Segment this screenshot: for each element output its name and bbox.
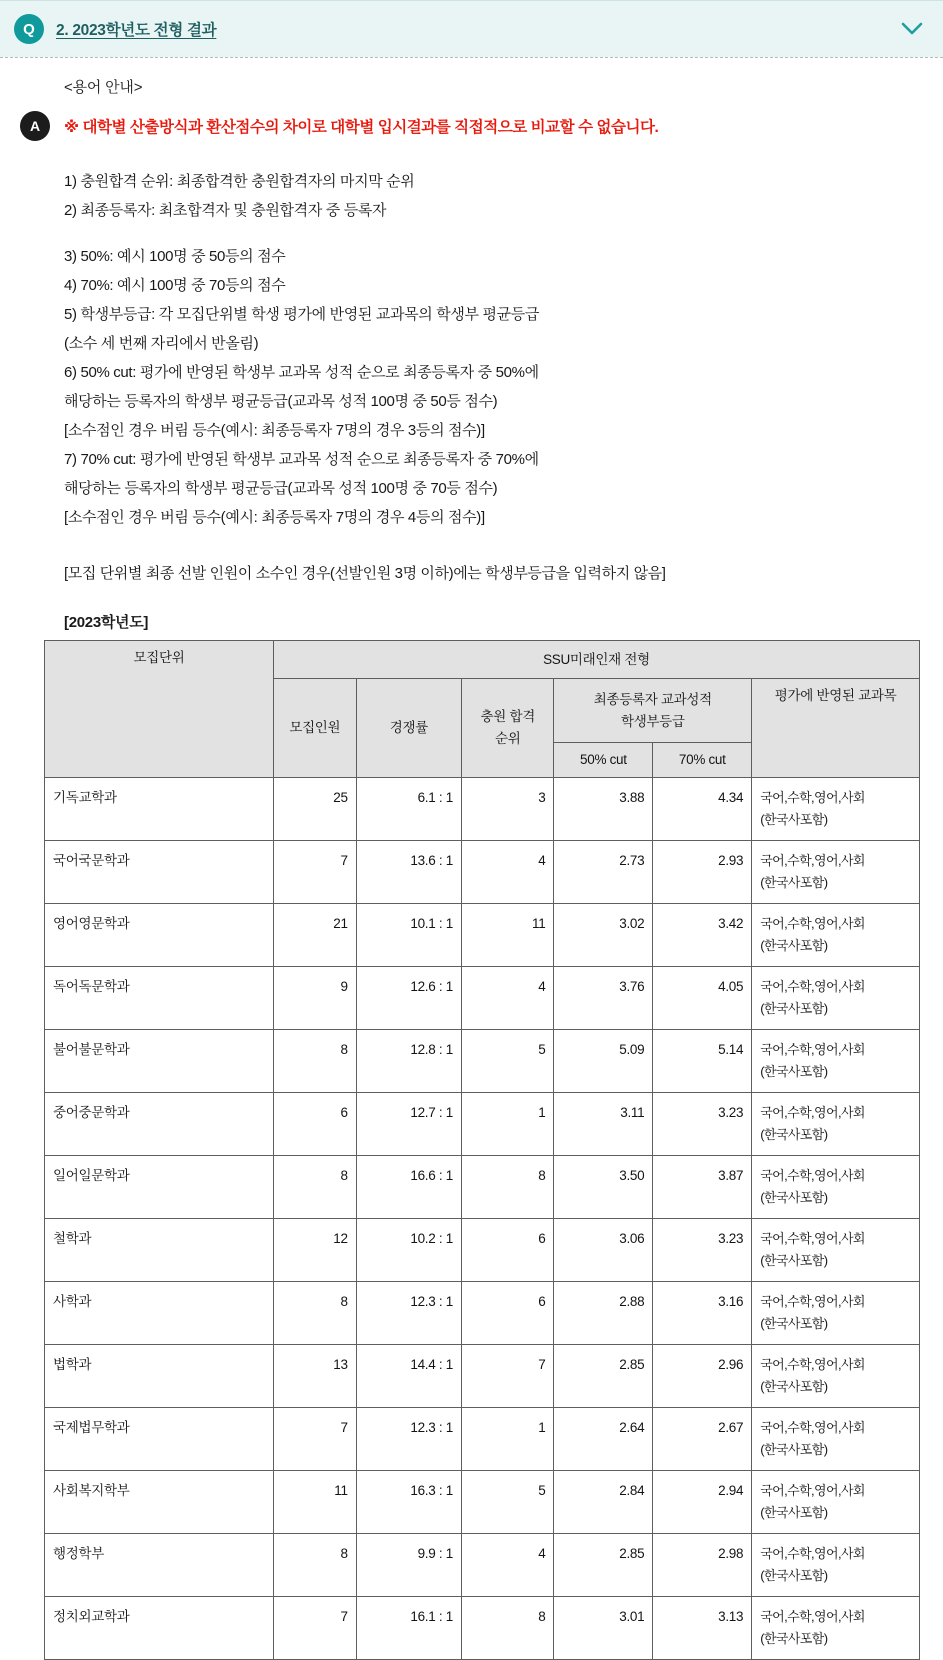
cell-subject [752, 1471, 920, 1534]
cell-subject [752, 1093, 920, 1156]
chevron-down-icon[interactable] [899, 16, 925, 42]
table-row [45, 1408, 920, 1471]
subject-line2: (한국사포함) [760, 1190, 828, 1205]
cell-quota: 6 [273, 1093, 356, 1156]
cell-cut50: 5.09 [554, 1030, 653, 1093]
cell-unit: 일어일문학과 [45, 1156, 274, 1219]
cell-subject [752, 1408, 920, 1471]
cell-waitlist-rank: 6 [462, 1282, 554, 1345]
subject-line2: (한국사포함) [760, 1442, 828, 1457]
table-row [45, 1597, 920, 1660]
cell-ratio: 12.3 : 1 [356, 1408, 461, 1471]
th-waitlist-line2: 순위 [494, 731, 521, 746]
subject-line2: (한국사포함) [760, 1379, 828, 1394]
cell-cut50: 2.84 [554, 1471, 653, 1534]
cell-cut70: 3.23 [653, 1093, 752, 1156]
answer-body [0, 58, 943, 632]
term-guide-heading: <용어 안내> [64, 79, 143, 96]
cell-quota: 21 [273, 904, 356, 967]
cell-quota: 9 [273, 967, 356, 1030]
definition-item: 4) 70%: 예시 100명 중 70등의 점수 [64, 277, 286, 294]
th-subject: 평가에 반영된 교과목 [752, 679, 920, 778]
cell-waitlist-rank: 3 [462, 778, 554, 841]
table-head [45, 641, 920, 778]
cell-subject [752, 1156, 920, 1219]
cell-cut50: 3.06 [554, 1219, 653, 1282]
cell-unit: 사회복지학부 [45, 1471, 274, 1534]
cell-waitlist-rank: 1 [462, 1093, 554, 1156]
table-row [45, 1534, 920, 1597]
cell-unit: 독어독문학과 [45, 967, 274, 1030]
subject-line1: 국어,수학,영어,사회 [760, 853, 865, 868]
cell-unit: 기독교학과 [45, 778, 274, 841]
definition-item: 해당하는 등록자의 학생부 평균등급(교과목 성적 100명 중 70등 점수) [64, 480, 498, 497]
cell-cut50: 3.11 [554, 1093, 653, 1156]
header-row-1 [45, 641, 920, 679]
cell-waitlist-rank: 11 [462, 904, 554, 967]
definition-item: 6) 50% cut: 평가에 반영된 학생부 교과목 성적 순으로 최종등록자 중 50%에 [64, 364, 539, 381]
th-group: SSU미래인재 전형 [273, 641, 919, 679]
cell-waitlist-rank: 8 [462, 1597, 554, 1660]
cell-waitlist-rank: 7 [462, 1345, 554, 1408]
th-grade-line1: 최종등록자 교과성적 [593, 691, 712, 707]
subject-line2: (한국사포함) [760, 1568, 828, 1583]
cell-subject [752, 1345, 920, 1408]
table-row [45, 841, 920, 904]
cell-ratio: 12.8 : 1 [356, 1030, 461, 1093]
table-row [45, 1156, 920, 1219]
th-cut50: 50% cut [554, 743, 653, 778]
notice-row [20, 111, 923, 141]
accordion-title[interactable]: 2. 2023학년도 전형 결과 [56, 22, 217, 39]
table-row [45, 1219, 920, 1282]
notice-text: ※ 대학별 산출방식과 환산점수의 차이로 대학별 입시결과를 직접적으로 비교할 수 없습니다. [64, 119, 659, 136]
cell-cut70: 2.94 [653, 1471, 752, 1534]
definition-item: 2) 최종등록자: 최초합격자 및 충원합격자 중 등록자 [64, 202, 387, 219]
cell-cut70: 3.23 [653, 1219, 752, 1282]
cell-cut50: 2.73 [554, 841, 653, 904]
cell-cut50: 3.50 [554, 1156, 653, 1219]
cell-cut70: 2.93 [653, 841, 752, 904]
cell-ratio: 10.2 : 1 [356, 1219, 461, 1282]
answer-badge: A [20, 111, 50, 141]
cell-unit: 행정학부 [45, 1534, 274, 1597]
subject-line1: 국어,수학,영어,사회 [760, 1357, 865, 1372]
cell-subject [752, 1030, 920, 1093]
cell-subject [752, 967, 920, 1030]
cell-waitlist-rank: 1 [462, 1408, 554, 1471]
cell-subject [752, 1219, 920, 1282]
subject-line2: (한국사포함) [760, 1505, 828, 1520]
cell-unit: 불어불문학과 [45, 1030, 274, 1093]
cell-cut50: 2.85 [554, 1534, 653, 1597]
cell-waitlist-rank: 5 [462, 1471, 554, 1534]
question-badge: Q [14, 14, 44, 44]
cell-ratio: 16.1 : 1 [356, 1597, 461, 1660]
cell-unit: 사학과 [45, 1282, 274, 1345]
cell-cut50: 2.85 [554, 1345, 653, 1408]
th-waitlist-line1: 충원 합격 [480, 709, 535, 724]
table-row [45, 1282, 920, 1345]
cell-cut70: 3.87 [653, 1156, 752, 1219]
definition-item: [소수점인 경우 버림 등수(예시: 최종등록자 7명의 경우 3등의 점수)] [64, 422, 485, 439]
cell-subject [752, 1534, 920, 1597]
cell-ratio: 16.6 : 1 [356, 1156, 461, 1219]
cell-cut70: 3.13 [653, 1597, 752, 1660]
cell-cut70: 2.98 [653, 1534, 752, 1597]
definitions-list [64, 167, 923, 532]
accordion-header[interactable] [0, 0, 943, 57]
cell-ratio: 16.3 : 1 [356, 1471, 461, 1534]
cell-ratio: 9.9 : 1 [356, 1534, 461, 1597]
cell-cut70: 2.67 [653, 1408, 752, 1471]
definition-item: 1) 충원합격 순위: 최종합격한 충원합격자의 마지막 순위 [64, 173, 415, 190]
cell-quota: 12 [273, 1219, 356, 1282]
cell-subject [752, 1282, 920, 1345]
cell-quota: 7 [273, 841, 356, 904]
th-ratio: 경쟁률 [356, 679, 461, 778]
th-cut70: 70% cut [653, 743, 752, 778]
cell-quota: 8 [273, 1156, 356, 1219]
cell-waitlist-rank: 4 [462, 1534, 554, 1597]
subject-line2: (한국사포함) [760, 1001, 828, 1016]
cell-unit: 정치외교학과 [45, 1597, 274, 1660]
cell-quota: 13 [273, 1345, 356, 1408]
results-table-wrapper [0, 640, 943, 1660]
cell-ratio: 14.4 : 1 [356, 1345, 461, 1408]
subject-line1: 국어,수학,영어,사회 [760, 979, 865, 994]
subject-line2: (한국사포함) [760, 875, 828, 890]
cell-ratio: 6.1 : 1 [356, 778, 461, 841]
subject-line2: (한국사포함) [760, 812, 828, 827]
subject-line1: 국어,수학,영어,사회 [760, 1420, 865, 1435]
cell-ratio: 12.6 : 1 [356, 967, 461, 1030]
cell-ratio: 13.6 : 1 [356, 841, 461, 904]
cell-cut50: 3.01 [554, 1597, 653, 1660]
cell-cut50: 3.88 [554, 778, 653, 841]
table-row [45, 778, 920, 841]
table-row [45, 1345, 920, 1408]
th-waitlist-rank [462, 679, 554, 778]
cell-cut70: 3.16 [653, 1282, 752, 1345]
cell-cut70: 4.34 [653, 778, 752, 841]
definition-item: [소수점인 경우 버림 등수(예시: 최종등록자 7명의 경우 4등의 점수)] [64, 509, 485, 526]
th-unit: 모집단위 [45, 641, 274, 778]
cell-waitlist-rank: 8 [462, 1156, 554, 1219]
th-grade-line2: 학생부등급 [620, 713, 685, 729]
cell-cut70: 4.05 [653, 967, 752, 1030]
cell-ratio: 12.3 : 1 [356, 1282, 461, 1345]
subject-line1: 국어,수학,영어,사회 [760, 1105, 865, 1120]
spacer [64, 225, 923, 242]
cell-cut70: 3.42 [653, 904, 752, 967]
cell-waitlist-rank: 4 [462, 841, 554, 904]
cell-waitlist-rank: 6 [462, 1219, 554, 1282]
cell-unit: 법학과 [45, 1345, 274, 1408]
cell-subject [752, 1597, 920, 1660]
cell-cut70: 2.96 [653, 1345, 752, 1408]
table-body [45, 778, 920, 1660]
cell-subject [752, 778, 920, 841]
table-caption: [2023학년도] [64, 614, 149, 631]
cell-quota: 7 [273, 1597, 356, 1660]
subject-line2: (한국사포함) [760, 1316, 828, 1331]
subject-line2: (한국사포함) [760, 1631, 828, 1646]
definition-item: 7) 70% cut: 평가에 반영된 학생부 교과목 성적 순으로 최종등록자 중 70%에 [64, 451, 539, 468]
subject-line2: (한국사포함) [760, 1127, 828, 1142]
subject-line2: (한국사포함) [760, 1253, 828, 1268]
subject-line1: 국어,수학,영어,사회 [760, 1546, 865, 1561]
subject-line1: 국어,수학,영어,사회 [760, 1294, 865, 1309]
cell-cut50: 3.02 [554, 904, 653, 967]
definition-item: 해당하는 등록자의 학생부 평균등급(교과목 성적 100명 중 50등 점수) [64, 393, 498, 410]
cell-cut70: 5.14 [653, 1030, 752, 1093]
subject-line2: (한국사포함) [760, 938, 828, 953]
cell-unit: 국어국문학과 [45, 841, 274, 904]
th-quota: 모집인원 [273, 679, 356, 778]
subject-line1: 국어,수학,영어,사회 [760, 1168, 865, 1183]
cell-subject [752, 904, 920, 967]
table-row [45, 1030, 920, 1093]
cell-quota: 8 [273, 1282, 356, 1345]
cell-waitlist-rank: 5 [462, 1030, 554, 1093]
table-row [45, 904, 920, 967]
selection-note: [모집 단위별 최종 선발 인원이 소수인 경우(선발인원 3명 이하)에는 학생부등급을 입력하지 않음] [64, 565, 666, 582]
subject-line1: 국어,수학,영어,사회 [760, 1042, 865, 1057]
table-row [45, 1093, 920, 1156]
definition-item: (소수 세 번째 자리에서 반올림) [64, 335, 259, 352]
cell-cut50: 2.64 [554, 1408, 653, 1471]
cell-unit: 철학과 [45, 1219, 274, 1282]
subject-line1: 국어,수학,영어,사회 [760, 1483, 865, 1498]
subject-line1: 국어,수학,영어,사회 [760, 790, 865, 805]
cell-unit: 국제법무학과 [45, 1408, 274, 1471]
cell-waitlist-rank: 4 [462, 967, 554, 1030]
cell-quota: 25 [273, 778, 356, 841]
cell-cut50: 3.76 [554, 967, 653, 1030]
cell-quota: 7 [273, 1408, 356, 1471]
cell-subject [752, 841, 920, 904]
admission-results-table [44, 640, 920, 1660]
cell-ratio: 12.7 : 1 [356, 1093, 461, 1156]
th-final-grade [554, 679, 752, 743]
subject-line2: (한국사포함) [760, 1064, 828, 1079]
cell-unit: 중어중문학과 [45, 1093, 274, 1156]
definition-item: 3) 50%: 예시 100명 중 50등의 점수 [64, 248, 286, 265]
table-row [45, 1471, 920, 1534]
cell-unit: 영어영문학과 [45, 904, 274, 967]
subject-line1: 국어,수학,영어,사회 [760, 916, 865, 931]
cell-quota: 8 [273, 1534, 356, 1597]
table-row [45, 967, 920, 1030]
subject-line1: 국어,수학,영어,사회 [760, 1609, 865, 1624]
cell-quota: 11 [273, 1471, 356, 1534]
cell-ratio: 10.1 : 1 [356, 904, 461, 967]
cell-quota: 8 [273, 1030, 356, 1093]
subject-line1: 국어,수학,영어,사회 [760, 1231, 865, 1246]
cell-cut50: 2.88 [554, 1282, 653, 1345]
definition-item: 5) 학생부등급: 각 모집단위별 학생 평가에 반영된 교과목의 학생부 평균등급 [64, 306, 540, 323]
